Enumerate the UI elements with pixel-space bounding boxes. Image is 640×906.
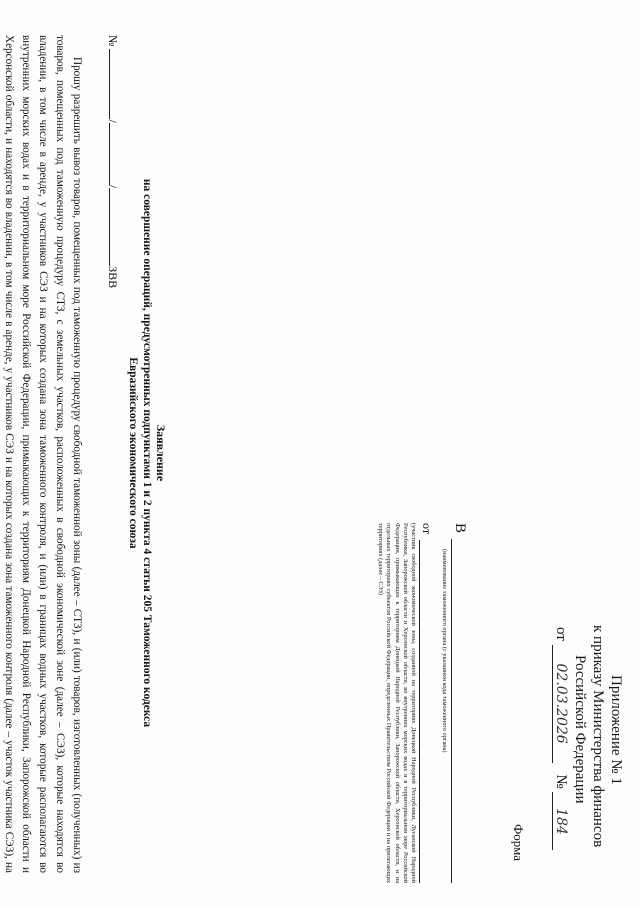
- recipient-prefix: В: [452, 523, 468, 534]
- recipient-line: [451, 539, 466, 883]
- body-paragraph: [0, 35, 85, 873]
- appendix-date-row: [552, 627, 569, 850]
- number-field: 184: [552, 792, 569, 850]
- form-label: Форма: [511, 824, 526, 861]
- statement-number-suffix: ЗВВ: [106, 266, 120, 289]
- appendix-country-line: Российской Федерации: [572, 655, 588, 804]
- date-field: 02.03.2026: [552, 645, 569, 763]
- number-blank-1: [109, 49, 110, 119]
- statement-number-prefix: №: [106, 35, 120, 47]
- sender-line: [419, 540, 432, 883]
- number-prefix: №: [553, 774, 569, 789]
- appendix-title: Приложение № 1: [608, 675, 624, 785]
- sender-block: [376, 523, 434, 883]
- recipient-block: [440, 523, 468, 883]
- date-prefix: от: [553, 627, 569, 641]
- sender-caption: (участник свободной экономической зоны, созданной на территориях Донецкой Народной Республики, Луганской Народной Республики, Запорожской области и Херсонской области, во внутренних морских водах и в территориальном море Российской Федерации, примыкающих к территориям Донецкой Народной Республики, Запорожской области, Херсонской области, и на отдельных территориях субъектов Российской Федерации, определенных Правительством Российской Федерации и на прилегающих территориях (далее – СЭЗ): [377, 523, 417, 883]
- sender-prefix: от: [420, 523, 434, 535]
- heading-line2: Евразийского экономического союза: [127, 357, 139, 549]
- number-blank-3: [109, 188, 110, 266]
- statement-number-row: № //ЗВВ: [106, 35, 120, 289]
- heading-title: Заявление: [154, 424, 168, 482]
- recipient-caption: (наименование таможенного органа (с указанием кода таможенного органа): [441, 549, 448, 753]
- body-text: Прошу разрешить вывоз товаров, помещенных под таможенную процедуру свободной таможенной зоны (далее – СТЗ), и (или) товаров, изготовленных (полученных) из товаров, помещенных под таможенную процедуру СТЗ, с земельных участков, расположенных в свободной экономической зоне (далее – СЭЗ), которые находятся во владении, в том числе в аренде, у участников СЭЗ и на которых создана зона таможенного контроля, и (или) в границах водных участков, которые располагаются во внутренних морских водах и в территориальном море Российской Федерации, примыкающих к территориям Донецкой Народной Республики, Запорожской области и Херсонской области, и находятся во владении, в том числе в аренде, у участников СЭЗ и на которых создана зона таможенного контроля (далее – участок участника СЭЗ), на: [3, 35, 83, 873]
- heading-line1: на совершение операций, предусмотренных подпунктами 1 и 2 пункта 4 статьи 205 Таможенного кодекса: [141, 178, 153, 728]
- number-blank-2: [109, 123, 110, 185]
- appendix-order-line: к приказу Министерства финансов: [590, 625, 606, 848]
